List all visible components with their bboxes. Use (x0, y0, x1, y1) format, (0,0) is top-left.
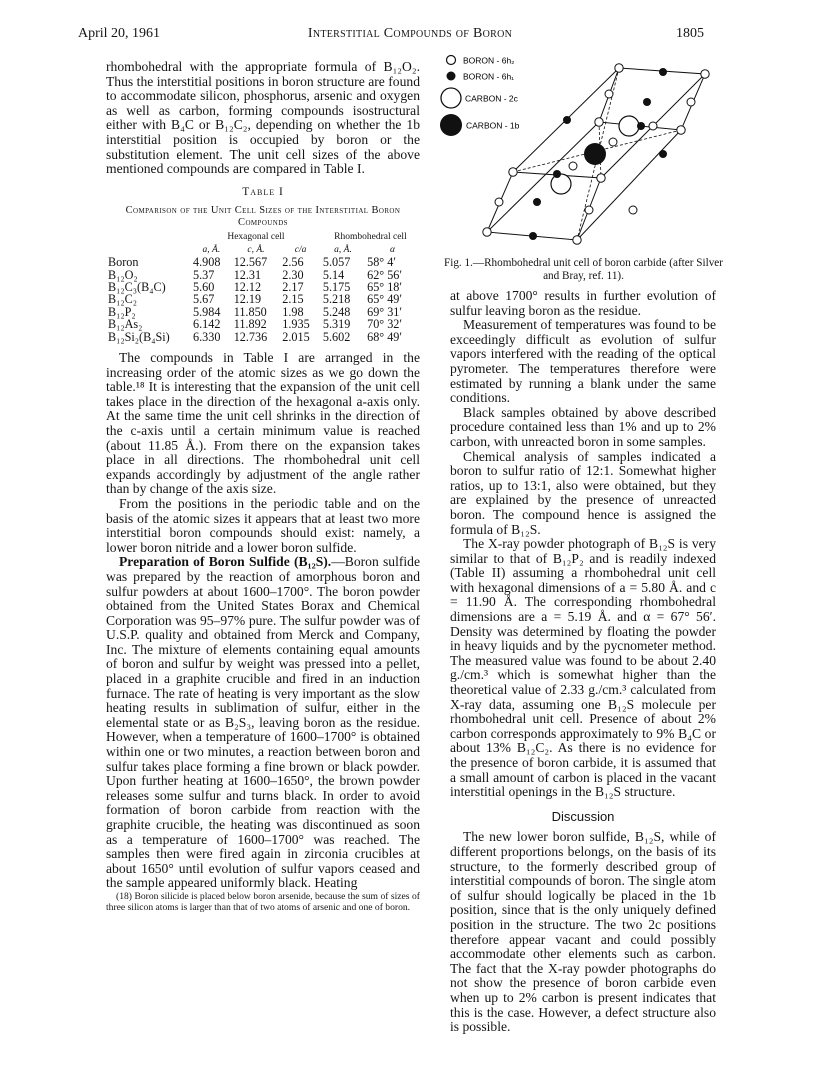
legend-label: BORON - 6h₁ (463, 71, 515, 82)
table-cell: 12.567 (233, 255, 268, 270)
section-heading: Discussion (551, 808, 615, 824)
header-date: April 20, 1961 (78, 26, 161, 41)
figure-caption: Fig. 1.—Rhombohedral unit cell of boron carbide (after Silver and Bray, ref. 11). (444, 257, 723, 282)
table-cell: 12.19 (233, 292, 262, 307)
paragraph: The X-ray powder photograph of B₁₂S is very similar to that of B₁₂P₂ and is readily indexed (Table II) assuming a rhombohedral unit cell with hexagonal dimensions of a = 5.80 Å. and c = 11.90 Å. The corresponding rhombohedral dimensions are a = 5.19 Å. and α = 67° 56′. Density was determined by floating the powder in heavy liquids and by the pycnometer method. The measured value was found to be about 2.40 g./cm.³ which is somewhat higher than the theoretical value of 2.33 g./cm.³ calculated from X-ray data, assuming one B₁₂S molecule per rhombohedral unit cell. Presence of about 2% carbon corresponds approximately to 9% B₄C or about 13% B₁₂C₂. As there is no evidence for the presence of boron carbide, it is assumed that a small amount of carbon is placed in the vacant interstitial openings in the B₁₂S structure. (450, 536, 716, 800)
table-cell: 12.736 (233, 329, 268, 344)
table-row (106, 293, 420, 305)
paragraph: Black samples obtained by above described procedure contained less than 1% and up to 2% carbon, with unreacted boron in some samples. (450, 404, 716, 449)
table-cell: 1.98 (282, 304, 304, 319)
table-cell: 65° 18′ (367, 279, 403, 294)
table-cell: 5.175 (322, 279, 351, 294)
table-cell: 58° 4′ (367, 255, 396, 270)
table-row (106, 318, 420, 330)
table-cell: 68° 49′ (367, 329, 403, 344)
legend-label: BORON - 6h₂ (463, 55, 515, 66)
unit-cell-table (106, 231, 420, 343)
paragraph (106, 555, 420, 891)
table-group-hexagonal: Hexagonal cell (227, 232, 285, 243)
table-cell: B₁₂C₂ (108, 292, 138, 307)
table-cell: 6.142 (193, 317, 221, 332)
paragraph: rhombohedral with the appropriate formula of B₁₂O₂. Thus the interstitial positions in boron structure are found to accommodate silicon, phosphorus, arsenic and oxygen as well as carbon, forming compounds isostructural either with B₄C or B₁₂C₂, depending on whether the 1b interstitial position is occupied by boron or the substitution element. The unit cell sizes of the above mentioned compounds are compared in Table I. (106, 59, 420, 177)
table-cell: 1.935 (282, 317, 310, 332)
table-cell: B₁₂Si₂(B₄Si) (108, 329, 170, 344)
paragraph: Chemical analysis of samples indicated a boron to sulfur ratio of 12:1. Somewhat higher ratios, up to 13:1, also were obtained, but they are explained by the presence of unreacted boron. The compound hence is assigned the formula of B₁₂S. (450, 448, 716, 537)
table-cell: B₁₂O₂ (108, 267, 138, 282)
table-cell: 70° 32′ (367, 317, 403, 332)
table-cell: 69° 31′ (367, 304, 403, 319)
table-cell: B₁₂C₃(B₄C) (108, 279, 166, 294)
table-caption: Comparison of the Unit Cell Sizes of the Interstitial Boron Compounds (125, 205, 401, 229)
paragraph: The compounds in Table I are arranged in the increasing order of the atomic sizes as we go down the table.¹⁸ It is interesting that the expansion of the unit cell takes place in the direction of the hexagonal a-axis only. At the same time the unit cell shrinks in the direction of the c-axis until a certain minimum value is reached (about 11.85 Å.). From there on the expansion takes place in all directions. The rhombohedral unit cell expands accordingly by adjustment of the angle rather than by change of the axis size. (106, 350, 420, 497)
table-cell: 11.892 (233, 317, 267, 332)
table-cell: 2.56 (282, 255, 304, 270)
legend-label: CARBON - 1b (466, 120, 520, 131)
legend-marker-carbon-2c (441, 88, 461, 108)
table-cell: 2.30 (282, 267, 304, 282)
table-cell: 65° 49′ (367, 292, 403, 307)
table-cell: 5.248 (322, 304, 351, 319)
footnote: (18) Boron silicide is placed below boron arsenide, because the sum of sizes of three silicon atoms is larger than that of two atoms of arsenic and one of boron. (106, 890, 420, 913)
unit-cell-figure (437, 50, 727, 250)
table-title: Table I (242, 185, 284, 198)
table-cell: 5.057 (322, 255, 351, 270)
table-cell: 5.67 (193, 292, 215, 307)
carbon-1b-atom (584, 143, 606, 165)
table-cell: 2.15 (282, 292, 304, 307)
table-cell: B₁₂P₂ (108, 304, 136, 319)
table-cell: 5.319 (322, 317, 351, 332)
table-subheader: c, Å. (247, 244, 265, 255)
table-row (106, 256, 420, 268)
legend-label: CARBON - 2c (465, 93, 518, 104)
table-subheader: a, Å. (334, 244, 352, 255)
table-cell: 12.12 (233, 279, 262, 294)
table-cell: 2.015 (282, 329, 310, 344)
table-subheader: α (390, 244, 396, 255)
left-column (106, 60, 420, 913)
paragraph: From the positions in the periodic table and on the basis of the atomic sizes it appears that at least two more interstitial boron compounds should exist: namely, a lower boron nitride and a lower boron sulfide. (106, 495, 420, 555)
legend-marker-carbon-1b (440, 114, 462, 136)
section-lead: Preparation of Boron Sulfide (B₁₂S). (119, 554, 332, 570)
paragraph: The new lower boron sulfide, B₁₂S, while of different proportions belongs, on the basis of its structure, to the formerly described group of interstitial compounds of boron. The single atom of sulfur should logically be placed in the 1b position, since that is the only uniquely defined position in the structure. The two 2c positions therefore appear vacant and could possibly accommodate other elements such as carbon. The fact that the X-ray powder photographs do not show the presence of boron carbide even when up to 2% carbon is present indicates that this is the case. However, a defect structure also is possible. (450, 829, 716, 1035)
table-cell: 5.218 (322, 292, 351, 307)
table-cell: 6.330 (193, 329, 221, 344)
table-cell: Boron (108, 255, 139, 270)
table-cell: 5.14 (322, 267, 345, 282)
table-cell: 5.60 (193, 279, 215, 294)
table-row (106, 331, 420, 343)
table-cell: 62° 56′ (367, 267, 403, 282)
table-subheader: c/a (294, 244, 307, 255)
carbon-2c-atom (619, 116, 639, 136)
table-cell: 11.850 (233, 304, 267, 319)
table-cell: 2.17 (282, 279, 304, 294)
table-group-rhombohedral: Rhombohedral cell (334, 232, 407, 243)
table-cell: B₁₂As₂ (108, 317, 143, 332)
table-cell: 5.602 (322, 329, 351, 344)
table-cell: 5.984 (193, 304, 221, 319)
table-cell: 12.31 (233, 267, 262, 282)
header-title: Interstitial Compounds of Boron (307, 26, 513, 41)
table-subheader: a, Å. (202, 244, 221, 255)
right-column (450, 289, 716, 1035)
table-cell: 5.37 (193, 267, 215, 282)
table-cell: 4.908 (193, 255, 221, 270)
paragraph: Measurement of temperatures was found to be exceedingly difficult as evolution of sulfur vapors interfered with the reading of the optical pyrometer. The temperatures therefore were estimated by running a blank under the same conditions. (450, 317, 716, 406)
legend-marker-boron-6h1 (447, 72, 456, 81)
paragraph-text: —Boron sulfide was prepared by the reaction of amorphous boron and sulfur powders at about 1600–1700°. The boron powder obtained from the United States Borax and Chemical Corporation was 95–97% pure. The sulfur powder was of U.S.P. quality and obtained from Merck and Company, Inc. The mixture of elements containing equal amounts of boron and sulfur by weight was pressed into a pellet, placed in a graphite crucible and fired in an induction furnace. The rate of heating is very important as the slow heating results in sublimation of sulfur, either in the elemental state or as B₂S₃, leaving boron as the residue. However, when a temperature of 1600–1700° is obtained within one or two minutes, a reaction between boron and sulfur takes place forming a fine brown or black powder. Upon further heating at 1600–1650°, the brown powder releases some sulfur and turns black. In order to avoid formation of boron carbide from reaction with the graphite crucible, the heating was discontinued as soon as a temperature of 1600–1700° was reached. The samples then were fired again in zirconia crucibles at about 1650° until evolution of sulfur vapors ceased and the sample appeared uniformly black. Heating (106, 554, 420, 891)
header-page-number: 1805 (676, 26, 704, 41)
paragraph: at above 1700° results in further evolution of sulfur leaving boron as the residue. (450, 288, 716, 318)
legend-marker-boron-6h2 (447, 56, 456, 65)
carbon-2c-atom (551, 174, 571, 194)
